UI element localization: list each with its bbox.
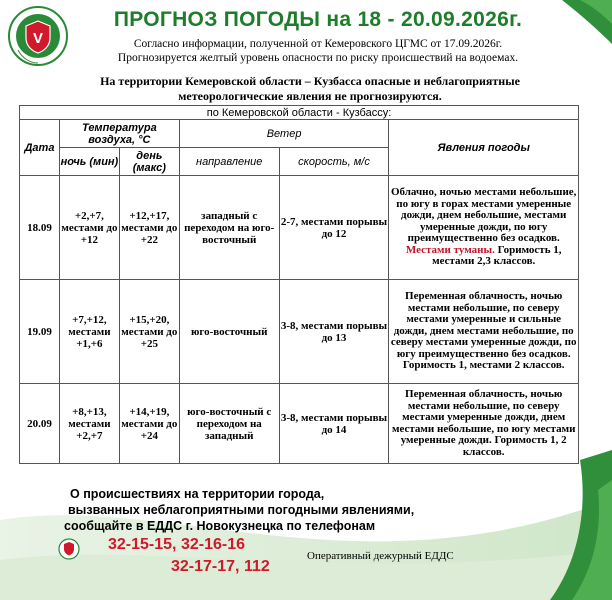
row-phenomena: Переменная облачность, ночью местами небольшие, по северу местами умеренные и сильные дожди, днем местами небольшие, по северу местами умеренные дожди, по югу преимущественно без осадков. Горимость 1, местами 2 классов. bbox=[389, 280, 579, 384]
table-row bbox=[20, 176, 579, 280]
footer-line-2: вызванных неблагоприятными погодными явлениями, bbox=[68, 503, 415, 517]
footer-line-1: О происшествиях на территории города, bbox=[70, 487, 325, 501]
shield-icon bbox=[58, 538, 80, 560]
row-night-temp: +7,+12, местами +1,+6 bbox=[59, 280, 119, 384]
temperature-header: Температура воздуха, °С bbox=[59, 120, 179, 148]
speed-header: скорость, м/с bbox=[279, 148, 389, 176]
phenomena-fog-warning: Местами туманы. bbox=[405, 243, 495, 256]
day-header: день (макс) bbox=[119, 148, 179, 176]
phone-numbers-1[interactable]: 32-15-15, 32-16-16 bbox=[108, 536, 245, 553]
row-wind-direction: юго-восточный с переходом на западный bbox=[179, 384, 279, 464]
row-wind-speed: 3-8, местами порывы до 13 bbox=[279, 280, 389, 384]
page-title: ПРОГНОЗ ПОГОДЫ на 18 - 20.09.2026г. bbox=[113, 8, 523, 31]
row-day-temp: +14,+19, местами до +24 bbox=[119, 384, 179, 464]
forecast-table bbox=[19, 105, 579, 464]
danger-level-text: Прогнозируется желтый уровень опасности по риску происшествий на водоемах. bbox=[117, 52, 519, 64]
row-wind-speed: 2-7, местами порывы до 12 bbox=[279, 176, 389, 280]
row-wind-speed: 3-8, местами порывы до 14 bbox=[279, 384, 389, 464]
row-date: 19.09 bbox=[20, 280, 60, 384]
phenomena-header: Явления погоды bbox=[389, 120, 579, 176]
row-phenomena bbox=[389, 176, 579, 280]
row-date: 18.09 bbox=[20, 176, 60, 280]
duty-officer-label: Оперативный дежурный ЕДДС bbox=[307, 550, 454, 562]
row-night-temp: +8,+13, местами +2,+7 bbox=[59, 384, 119, 464]
wind-header: Ветер bbox=[179, 120, 389, 148]
row-day-temp: +15,+20, местами до +25 bbox=[119, 280, 179, 384]
notice-line-2: метеорологические явления не прогнозируются. bbox=[178, 89, 442, 103]
green-corner-top-decoration bbox=[554, 0, 612, 58]
row-date: 20.09 bbox=[20, 384, 60, 464]
danger-level-info bbox=[78, 52, 558, 64]
row-night-temp: +2,+7, местами до +12 bbox=[59, 176, 119, 280]
svg-text:V: V bbox=[32, 30, 44, 47]
phenomena-text: Облачно, ночью местами небольшие, по югу в горах местами умеренные дожди, днем небольшие, местами умеренные дожди, по югу преимущественно без осадков. bbox=[390, 186, 577, 245]
row-wind-direction: юго-восточный bbox=[179, 280, 279, 384]
notice-line-1: На территории Кемеровской области – Кузбасса опасные и неблагоприятные bbox=[100, 74, 520, 88]
date-header: Дата bbox=[20, 120, 60, 176]
phenomena-fire-class: Горимость 1, местами 2,3 классов. bbox=[432, 243, 562, 268]
green-corner-bottom-decoration bbox=[542, 450, 612, 600]
source-info: Согласно информации, полученной от Кемеровского ЦГМС от 17.09.2026г. bbox=[133, 38, 503, 50]
footer-line-3: сообщайте в ЕДДС г. Новокузнецка по телефонам bbox=[64, 519, 376, 533]
phone-numbers-2[interactable]: 32-17-17, 112 bbox=[171, 558, 270, 575]
direction-header: направление bbox=[179, 148, 279, 176]
night-header: ночь (мин) bbox=[59, 148, 119, 176]
edds-emblem-icon bbox=[8, 6, 68, 66]
row-day-temp: +12,+17, местами до +22 bbox=[119, 176, 179, 280]
table-row bbox=[20, 280, 579, 384]
region-header: по Кемеровской области - Кузбассу: bbox=[20, 106, 579, 120]
row-phenomena: Переменная облачность, ночью местами небольшие, по северу местами умеренные дожди, днем местами небольшие, по югу местами умеренные дожди. Горимость 1, 2 классов. bbox=[389, 384, 579, 464]
row-wind-direction: западный с переходом на юго-восточный bbox=[179, 176, 279, 280]
table-row bbox=[20, 384, 579, 464]
